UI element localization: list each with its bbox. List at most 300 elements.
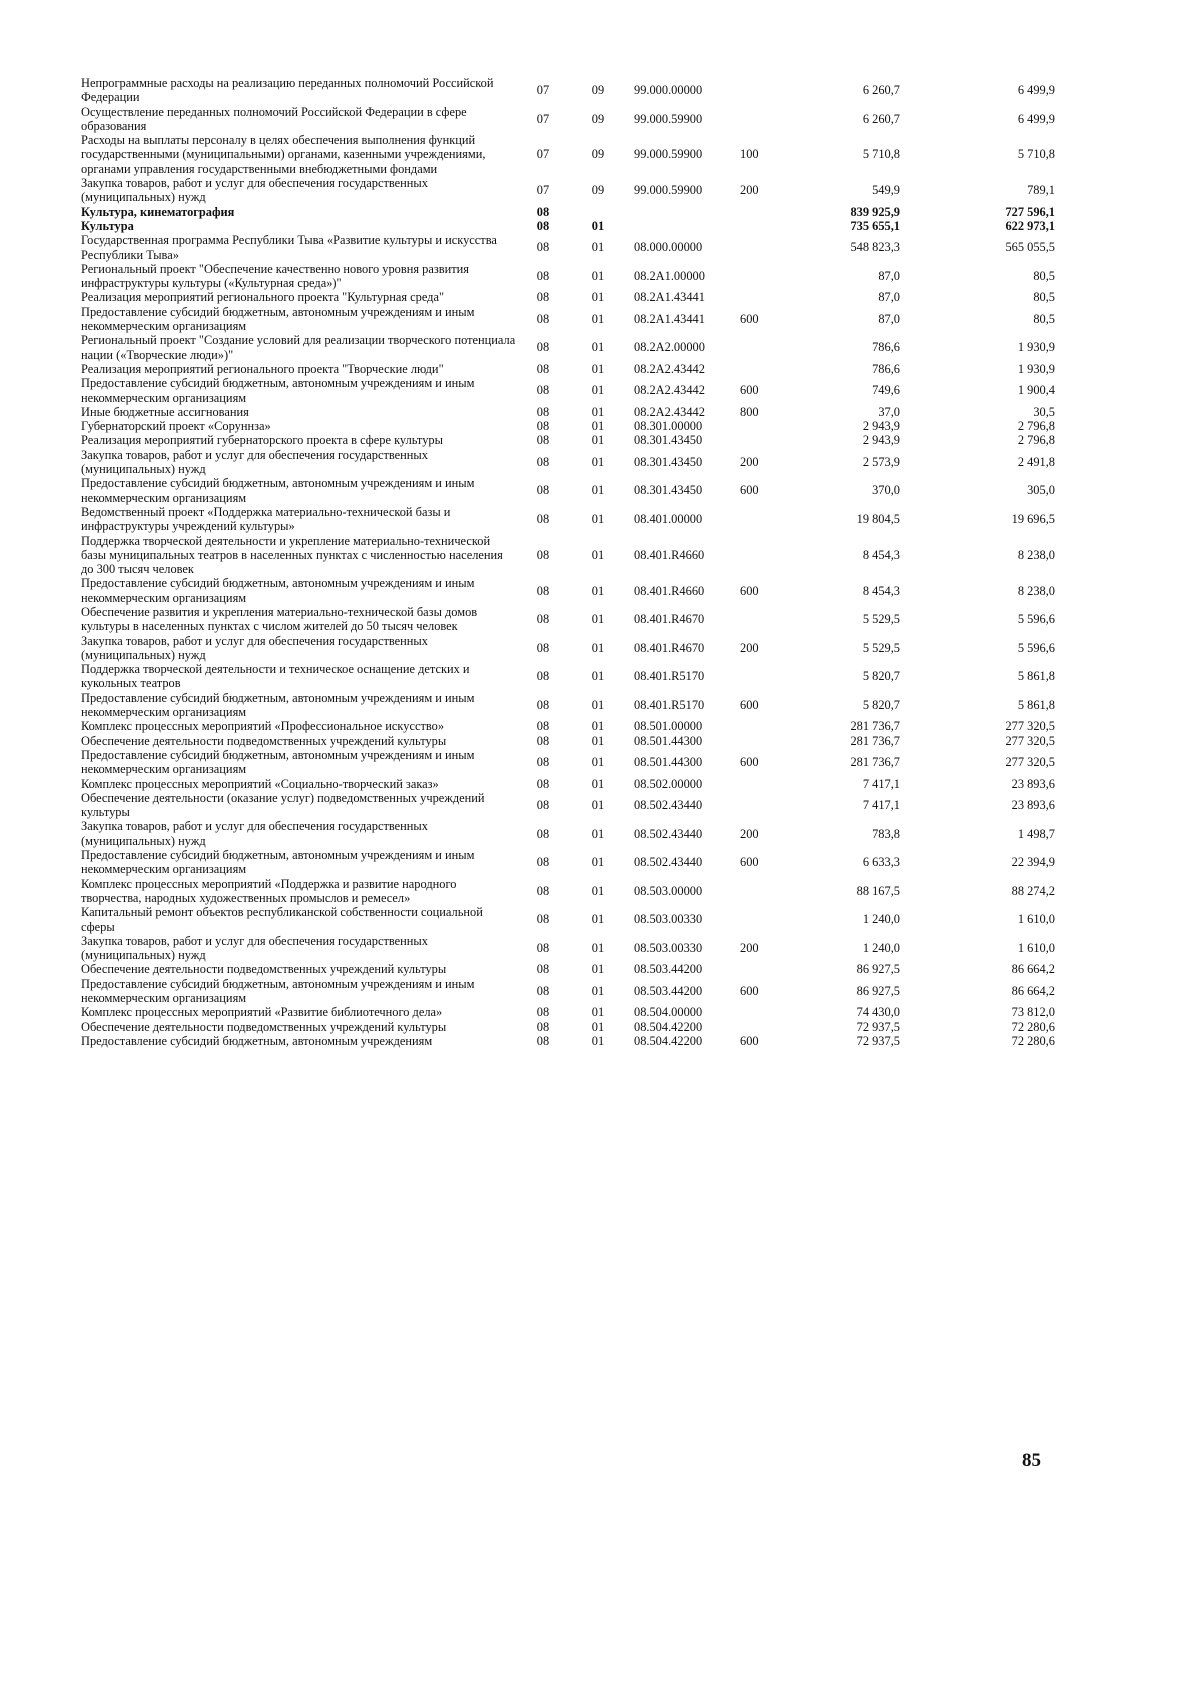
row-target-code: 08.504.42200 — [634, 1019, 703, 1034]
row-name: Региональный проект "Создание условий для реализации творческого потенциала нации («Творческие люди»)" — [81, 333, 516, 362]
row-name: Реализация мероприятий регионального проекта "Культурная среда" — [81, 290, 445, 305]
row-amount-year2: 277 320,5 — [1005, 719, 1055, 734]
row-expense-type: 200 — [740, 183, 759, 198]
row-name: Предоставление субсидий бюджетным, автономным учреждениям и иным некоммерческим организациям — [81, 376, 475, 405]
row-name: Реализация мероприятий регионального проекта "Творческие люди" — [81, 361, 444, 376]
row-expense-type — [734, 219, 785, 233]
row-amount-year1: 6 633,3 — [862, 855, 900, 870]
row-amount-year1: 87,0 — [878, 269, 900, 283]
row-name: Обеспечение деятельности (оказание услуг) подведомственных учреждений культуры — [81, 790, 485, 820]
row-subsection: 01 — [591, 612, 605, 627]
row-section: 07 — [536, 183, 550, 198]
table-row — [81, 734, 1059, 748]
row-subsection — [568, 205, 628, 219]
row-expense-type: 600 — [740, 583, 759, 598]
row-target-code: 08.501.44300 — [634, 755, 703, 770]
row-expense-type — [734, 1005, 785, 1019]
row-expense-type — [734, 662, 785, 691]
row-target-code: 08.503.00330 — [634, 912, 703, 927]
row-target-code: 08.503.00330 — [634, 940, 703, 955]
row-section: 08 — [536, 1005, 550, 1020]
row-expense-type: 200 — [740, 826, 759, 841]
row-subsection: 01 — [591, 776, 605, 791]
row-subsection: 01 — [591, 1033, 605, 1048]
row-section: 07 — [536, 83, 550, 98]
row-target-code: 08.401.R4660 — [634, 583, 705, 598]
row-section: 08 — [536, 311, 550, 326]
row-target-code: 08.2А1.43441 — [634, 311, 705, 326]
row-amount-year2: 5 710,8 — [1017, 147, 1055, 162]
row-amount-year2: 727 596,1 — [1005, 204, 1055, 219]
row-name: Закупка товаров, работ и услуг для обеспечения государственных (муниципальных) нужд — [81, 633, 428, 662]
table-row — [81, 877, 1059, 906]
table-row — [81, 1020, 1059, 1034]
row-expense-type: 600 — [740, 755, 759, 770]
row-amount-year1: 72 937,5 — [856, 1033, 900, 1048]
row-subsection: 01 — [591, 940, 605, 955]
table-row — [81, 576, 1059, 605]
row-section: 08 — [536, 776, 550, 791]
row-section: 08 — [536, 583, 550, 598]
row-amount-year1: 839 925,9 — [850, 204, 900, 219]
row-amount-year2: 789,1 — [1027, 183, 1055, 198]
table-row — [81, 605, 1059, 634]
row-target-code: 08.2А2.43442 — [634, 404, 705, 419]
row-section: 08 — [536, 855, 550, 870]
row-amount-year1: 19 804,5 — [856, 512, 900, 527]
row-target-code: 08.401.R5170 — [634, 669, 705, 684]
row-section: 08 — [536, 733, 550, 748]
row-subsection: 09 — [591, 83, 605, 98]
row-expense-type — [734, 233, 785, 262]
row-subsection: 01 — [591, 218, 605, 233]
row-name: Осуществление переданных полномочий Российской Федерации в сфере образования — [81, 104, 467, 133]
row-expense-type — [734, 905, 785, 934]
row-amount-year1: 549,9 — [872, 183, 900, 198]
row-subsection: 01 — [591, 640, 605, 655]
row-section: 08 — [536, 940, 550, 955]
row-name: Предоставление субсидий бюджетным, автономным учреждениям и иным некоммерческим организациям — [81, 976, 475, 1005]
table-row — [81, 819, 1059, 848]
row-section: 08 — [536, 912, 550, 927]
row-amount-year1: 5 820,7 — [862, 669, 900, 684]
row-amount-year1: 281 736,7 — [850, 733, 900, 748]
table-row — [81, 362, 1059, 376]
table-row — [81, 205, 1059, 219]
row-section: 08 — [536, 269, 550, 283]
row-target-code: 08.503.44200 — [634, 962, 703, 977]
row-amount-year2: 72 280,6 — [1011, 1033, 1055, 1048]
row-amount-year1: 548 823,3 — [850, 240, 900, 255]
row-expense-type: 600 — [740, 855, 759, 870]
row-section: 08 — [536, 719, 550, 734]
row-section: 08 — [536, 383, 550, 398]
row-subsection: 09 — [591, 111, 605, 126]
row-expense-type — [734, 105, 785, 134]
row-name: Обеспечение деятельности подведомственных учреждений культуры — [81, 962, 447, 977]
row-target-code: 08.501.00000 — [634, 719, 703, 734]
table-row — [81, 419, 1059, 433]
row-expense-type — [734, 877, 785, 906]
row-amount-year2: 19 696,5 — [1011, 512, 1055, 527]
row-amount-year2: 86 664,2 — [1011, 983, 1055, 998]
row-subsection: 01 — [591, 912, 605, 927]
row-section: 08 — [536, 404, 550, 419]
row-amount-year2: 2 796,8 — [1017, 419, 1055, 434]
row-subsection: 01 — [591, 1019, 605, 1034]
table-row — [81, 262, 1059, 291]
row-amount-year2: 1 930,9 — [1017, 361, 1055, 376]
row-subsection: 01 — [591, 719, 605, 734]
row-amount-year1: 88 167,5 — [856, 883, 900, 898]
row-expense-type — [734, 419, 785, 433]
row-name: Обеспечение деятельности подведомственных учреждений культуры — [81, 1019, 447, 1034]
row-target-code: 08.2А2.00000 — [634, 340, 705, 355]
row-expense-type: 100 — [740, 147, 759, 162]
row-amount-year1: 2 943,9 — [862, 433, 900, 448]
row-subsection: 01 — [591, 733, 605, 748]
row-expense-type: 600 — [740, 983, 759, 998]
row-amount-year1: 2 943,9 — [862, 419, 900, 434]
row-amount-year1: 5 710,8 — [862, 147, 900, 162]
row-expense-type — [734, 333, 785, 362]
table-row — [81, 476, 1059, 505]
row-amount-year1: 87,0 — [878, 311, 900, 326]
row-name: Закупка товаров, работ и услуг для обеспечения государственных (муниципальных) нужд — [81, 819, 428, 848]
row-section: 08 — [536, 512, 550, 527]
table-row — [81, 791, 1059, 820]
table-row — [81, 719, 1059, 733]
row-expense-type — [734, 534, 785, 577]
row-section: 08 — [536, 755, 550, 770]
row-expense-type — [734, 76, 785, 105]
row-subsection: 01 — [591, 454, 605, 469]
row-amount-year2: 277 320,5 — [1005, 755, 1055, 770]
row-subsection: 01 — [591, 404, 605, 419]
row-section: 08 — [536, 983, 550, 998]
table-row — [81, 448, 1059, 477]
row-name: Предоставление субсидий бюджетным, автономным учреждениям и иным некоммерческим организациям — [81, 304, 475, 334]
row-amount-year2: 277 320,5 — [1005, 733, 1055, 748]
table-row — [81, 848, 1059, 877]
row-expense-type — [734, 719, 785, 733]
row-amount-year2: 6 499,9 — [1017, 111, 1055, 126]
row-target-code: 08.301.43450 — [634, 483, 703, 498]
row-amount-year1: 1 240,0 — [862, 940, 900, 955]
row-expense-type — [734, 362, 785, 376]
row-subsection: 01 — [591, 547, 605, 562]
row-amount-year2: 1 498,7 — [1017, 826, 1055, 841]
row-amount-year2: 30,5 — [1033, 404, 1055, 419]
row-amount-year2: 6 499,9 — [1017, 83, 1055, 98]
row-amount-year2: 1 900,4 — [1017, 383, 1055, 398]
row-target-code: 99.000.59900 — [634, 111, 703, 126]
row-amount-year2: 80,5 — [1033, 269, 1055, 283]
row-expense-type — [734, 433, 785, 447]
table-row — [81, 176, 1059, 205]
row-subsection: 01 — [591, 340, 605, 355]
row-subsection: 01 — [591, 383, 605, 398]
row-section: 08 — [536, 1019, 550, 1034]
table-row — [81, 534, 1059, 577]
row-amount-year1: 6 260,7 — [862, 111, 900, 126]
row-section: 08 — [536, 669, 550, 684]
row-target-code: 08.2А1.00000 — [634, 269, 705, 283]
row-amount-year1: 735 655,1 — [850, 218, 900, 233]
row-name: Государственная программа Республики Тыва «Развитие культуры и искусства Республики Тыва» — [81, 233, 497, 262]
row-name: Закупка товаров, работ и услуг для обеспечения государственных (муниципальных) нужд — [81, 447, 428, 477]
row-name: Предоставление субсидий бюджетным, автономным учреждениям и иным некоммерческим организациям — [81, 747, 475, 777]
table-row — [81, 1005, 1059, 1019]
row-target-code: 08.502.43440 — [634, 797, 703, 812]
row-name: Культура — [81, 218, 134, 233]
row-section: 08 — [536, 340, 550, 355]
table-row — [81, 105, 1059, 134]
row-expense-type — [734, 791, 785, 820]
row-name: Закупка товаров, работ и услуг для обеспечения государственных (муниципальных) нужд — [81, 176, 428, 205]
table-row — [81, 905, 1059, 934]
row-name: Предоставление субсидий бюджетным, автономным учреждениям и иным некоммерческим организациям — [81, 476, 475, 505]
row-amount-year1: 37,0 — [878, 404, 900, 419]
row-amount-year2: 305,0 — [1027, 483, 1055, 498]
row-section: 08 — [536, 962, 550, 977]
row-amount-year2: 1 930,9 — [1017, 340, 1055, 355]
row-amount-year1: 281 736,7 — [850, 755, 900, 770]
row-subsection: 01 — [591, 755, 605, 770]
row-subsection: 01 — [591, 1005, 605, 1020]
row-name: Реализация мероприятий губернаторского проекта в сфере культуры — [81, 433, 443, 448]
row-expense-type — [734, 962, 785, 976]
row-amount-year2: 1 610,0 — [1017, 940, 1055, 955]
row-subsection: 01 — [591, 433, 605, 448]
row-expense-type: 600 — [740, 1033, 759, 1048]
row-expense-type — [734, 777, 785, 791]
row-amount-year2: 5 596,6 — [1017, 640, 1055, 655]
row-amount-year2: 22 394,9 — [1011, 855, 1055, 870]
row-amount-year1: 2 573,9 — [862, 454, 900, 469]
row-target-code: 99.000.00000 — [634, 83, 703, 98]
row-subsection: 09 — [591, 183, 605, 198]
table-row — [81, 376, 1059, 405]
row-expense-type — [734, 1020, 785, 1034]
row-target-code: 08.000.00000 — [634, 240, 703, 255]
row-target-code: 08.401.00000 — [634, 512, 703, 527]
row-section: 08 — [536, 883, 550, 898]
row-amount-year2: 86 664,2 — [1011, 962, 1055, 977]
table-row — [81, 290, 1059, 304]
row-amount-year1: 86 927,5 — [856, 983, 900, 998]
row-amount-year1: 8 454,3 — [862, 547, 900, 562]
row-name: Комплекс процессных мероприятий «Профессиональное искусство» — [81, 719, 445, 734]
row-subsection: 01 — [591, 697, 605, 712]
row-section: 08 — [536, 419, 550, 434]
row-subsection: 01 — [591, 962, 605, 977]
row-subsection: 01 — [591, 240, 605, 255]
row-name: Капитальный ремонт объектов республиканской собственности социальной сферы — [81, 905, 483, 934]
row-target-code: 08.502.43440 — [634, 826, 703, 841]
page-number: 85 — [1022, 1450, 1041, 1471]
row-expense-type — [734, 505, 785, 534]
row-subsection: 01 — [591, 855, 605, 870]
row-name: Расходы на выплаты персоналу в целях обеспечения выполнения функций государственными (муниципальными) органами, казенными учреждениями, органами управления государственными внебюджетными фондами — [81, 133, 486, 176]
row-amount-year1: 786,6 — [872, 340, 900, 355]
row-name: Комплекс процессных мероприятий «Развитие библиотечного дела» — [81, 1005, 443, 1020]
row-subsection: 01 — [591, 883, 605, 898]
row-amount-year2: 72 280,6 — [1011, 1019, 1055, 1034]
row-amount-year2: 5 861,8 — [1017, 697, 1055, 712]
row-expense-type: 600 — [740, 483, 759, 498]
table-row — [81, 305, 1059, 334]
row-amount-year1: 74 430,0 — [856, 1005, 900, 1020]
row-amount-year1: 749,6 — [872, 383, 900, 398]
table-row — [81, 219, 1059, 233]
row-expense-type — [734, 605, 785, 634]
row-expense-type: 200 — [740, 454, 759, 469]
row-amount-year1: 1 240,0 — [862, 912, 900, 927]
row-expense-type: 200 — [740, 940, 759, 955]
row-subsection: 01 — [591, 483, 605, 498]
row-expense-type: 200 — [740, 640, 759, 655]
row-name: Обеспечение развития и укрепления материально-технической базы домов культуры в населенных пунктах с числом жителей до 50 тысяч человек — [81, 604, 478, 634]
row-section: 08 — [536, 612, 550, 627]
budget-table-body — [81, 76, 1059, 1048]
row-target-code: 99.000.59900 — [634, 147, 703, 162]
row-target-code: 08.301.43450 — [634, 454, 703, 469]
table-row — [81, 1034, 1059, 1048]
row-amount-year1: 7 417,1 — [862, 776, 900, 791]
row-subsection: 01 — [591, 583, 605, 598]
row-section: 08 — [536, 454, 550, 469]
row-name: Предоставление субсидий бюджетным, автономным учреждениям и иным некоммерческим организациям — [81, 848, 475, 877]
row-amount-year2: 1 610,0 — [1017, 912, 1055, 927]
row-target-code: 08.2А2.43442 — [634, 361, 705, 376]
row-amount-year2: 73 812,0 — [1011, 1005, 1055, 1020]
row-target-code: 08.401.R4660 — [634, 547, 705, 562]
table-row — [81, 962, 1059, 976]
table-row — [81, 133, 1059, 176]
row-name: Культура, кинематография — [81, 204, 235, 219]
row-expense-type — [734, 290, 785, 304]
table-row — [81, 777, 1059, 791]
row-amount-year2: 5 596,6 — [1017, 612, 1055, 627]
table-row — [81, 934, 1059, 963]
row-subsection: 01 — [591, 669, 605, 684]
row-target-code: 08.301.00000 — [634, 419, 703, 434]
table-row — [81, 634, 1059, 663]
row-section: 08 — [536, 1033, 550, 1048]
row-expense-type — [734, 262, 785, 291]
row-name: Региональный проект "Обеспечение качественно нового уровня развития инфраструктуры культуры («Культурная среда»)" — [81, 261, 469, 291]
row-target-code: 08.502.00000 — [634, 776, 703, 791]
row-name: Комплекс процессных мероприятий «Поддержка и развитие народного творчества, народных художественных промыслов и ремесел» — [81, 876, 457, 905]
row-subsection: 01 — [591, 290, 605, 305]
row-section: 08 — [536, 640, 550, 655]
table-row — [81, 333, 1059, 362]
row-subsection: 01 — [591, 269, 605, 283]
row-section: 07 — [536, 147, 550, 162]
row-target-code — [628, 205, 734, 219]
row-amount-year1: 5 529,5 — [862, 612, 900, 627]
row-subsection: 01 — [591, 512, 605, 527]
row-amount-year2: 565 055,5 — [1005, 240, 1055, 255]
row-amount-year1: 7 417,1 — [862, 797, 900, 812]
row-section: 08 — [536, 547, 550, 562]
row-target-code: 08.501.44300 — [634, 733, 703, 748]
table-row — [81, 505, 1059, 534]
row-name: Поддержка творческой деятельности и укрепление материально-технической базы муниципальных театров в населенных пунктах с численностью населения до 300 тысяч человек — [81, 533, 503, 577]
row-amount-year1: 783,8 — [872, 826, 900, 841]
row-amount-year2: 8 238,0 — [1017, 547, 1055, 562]
table-row — [81, 433, 1059, 447]
row-section: 08 — [536, 826, 550, 841]
row-target-code: 08.504.00000 — [634, 1005, 703, 1020]
row-amount-year1: 370,0 — [872, 483, 900, 498]
row-amount-year2: 622 973,1 — [1005, 218, 1055, 233]
row-name: Обеспечение деятельности подведомственных учреждений культуры — [81, 733, 447, 748]
row-subsection: 01 — [591, 826, 605, 841]
row-target-code: 08.502.43440 — [634, 855, 703, 870]
row-subsection: 01 — [591, 419, 605, 434]
row-target-code: 08.401.R4670 — [634, 612, 705, 627]
row-expense-type: 600 — [740, 383, 759, 398]
row-expense-type — [734, 205, 785, 219]
row-amount-year1: 5 529,5 — [862, 640, 900, 655]
row-expense-type: 600 — [740, 697, 759, 712]
row-amount-year2: 80,5 — [1033, 290, 1055, 305]
row-target-code: 08.503.44200 — [634, 983, 703, 998]
table-row — [81, 405, 1059, 419]
row-subsection: 01 — [591, 361, 605, 376]
row-section: 08 — [536, 240, 550, 255]
row-name: Предоставление субсидий бюджетным, автономным учреждениям — [81, 1033, 433, 1048]
row-amount-year2: 2 796,8 — [1017, 433, 1055, 448]
row-section: 08 — [536, 697, 550, 712]
row-target-code: 08.401.R4670 — [634, 640, 705, 655]
row-expense-type — [734, 734, 785, 748]
row-target-code: 08.301.43450 — [634, 433, 703, 448]
row-expense-type: 600 — [740, 311, 759, 326]
row-name: Иные бюджетные ассигнования — [81, 404, 249, 419]
row-amount-year1: 8 454,3 — [862, 583, 900, 598]
table-row — [81, 233, 1059, 262]
row-name: Предоставление субсидий бюджетным, автономным учреждениям и иным некоммерческим организациям — [81, 690, 475, 720]
row-amount-year1: 5 820,7 — [862, 697, 900, 712]
row-section: 08 — [536, 483, 550, 498]
table-row — [81, 977, 1059, 1006]
row-amount-year2: 8 238,0 — [1017, 583, 1055, 598]
row-name: Комплекс процессных мероприятий «Социально-творческий заказ» — [81, 776, 439, 791]
row-section: 07 — [536, 111, 550, 126]
table-row — [81, 662, 1059, 691]
row-subsection: 01 — [591, 983, 605, 998]
row-subsection: 01 — [591, 797, 605, 812]
budget-table — [81, 76, 1059, 1048]
row-section: 08 — [536, 433, 550, 448]
row-target-code: 99.000.59900 — [634, 183, 703, 198]
row-amount-year2: 23 893,6 — [1011, 776, 1055, 791]
row-subsection: 09 — [591, 147, 605, 162]
row-section: 08 — [536, 218, 550, 233]
row-target-code: 08.2А1.43441 — [634, 290, 705, 305]
row-section: 08 — [536, 361, 550, 376]
row-target-code: 08.401.R5170 — [634, 697, 705, 712]
table-row — [81, 76, 1059, 105]
row-target-code: 08.503.00000 — [634, 883, 703, 898]
row-section: 08 — [536, 797, 550, 812]
table-row — [81, 748, 1059, 777]
row-expense-type: 800 — [740, 404, 759, 419]
row-name: Закупка товаров, работ и услуг для обеспечения государственных (муниципальных) нужд — [81, 933, 428, 963]
